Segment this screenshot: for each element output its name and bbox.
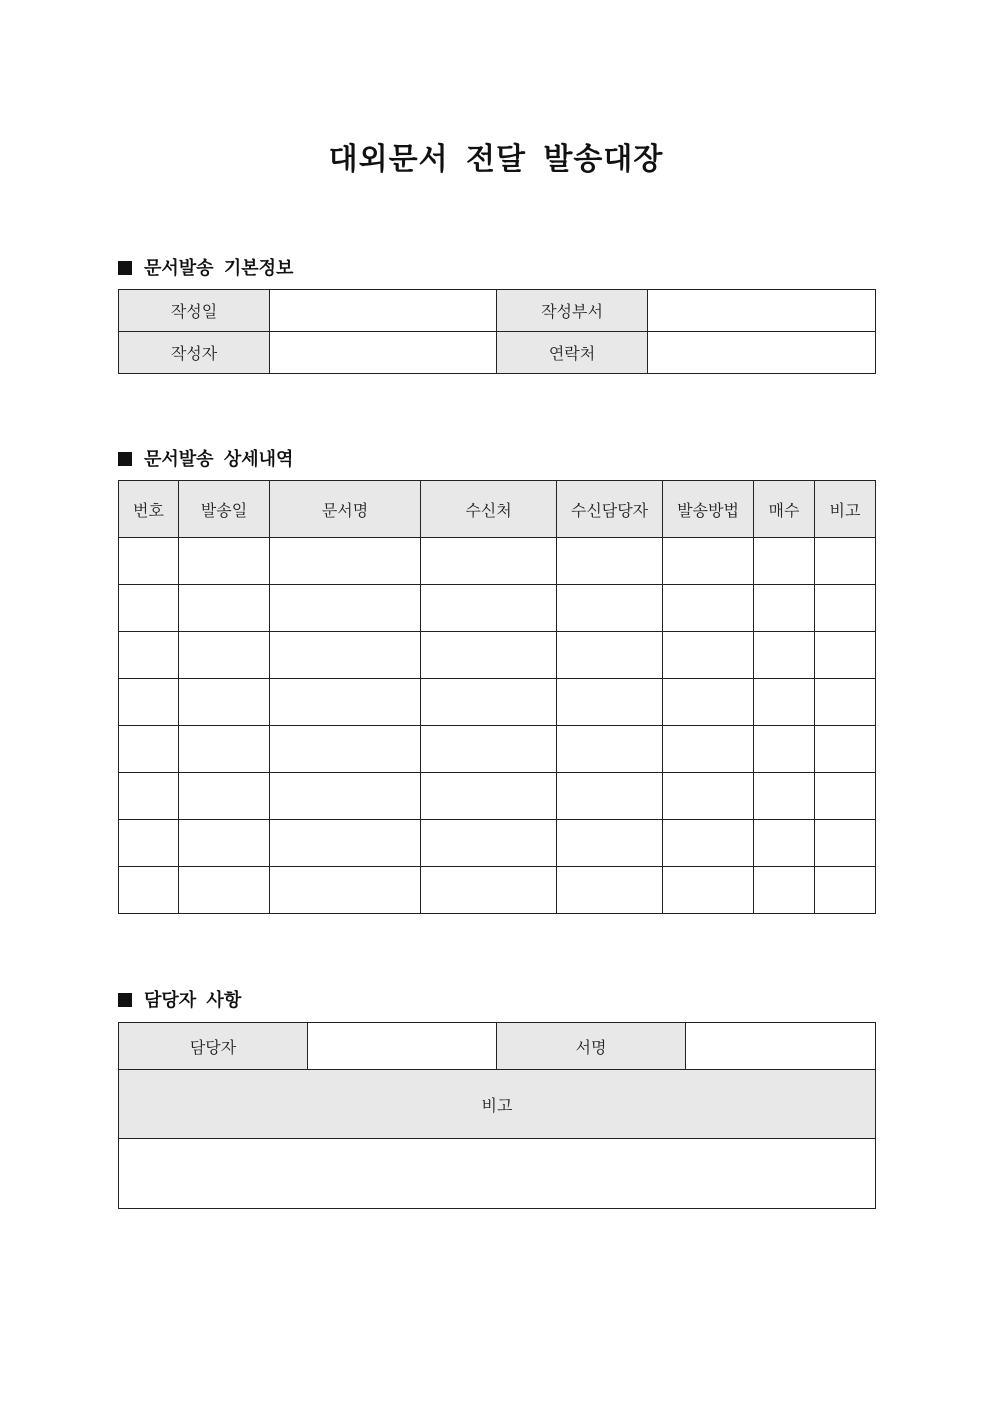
table-cell[interactable] [557,538,663,585]
column-header-remarks: 비고 [815,481,876,538]
section-heading-label: 문서발송 상세내역 [144,449,294,470]
table-cell[interactable] [421,820,557,867]
table-row [119,585,876,632]
label-manager: 담당자 [119,1023,308,1070]
field-manager[interactable] [308,1023,497,1070]
table-cell[interactable] [557,820,663,867]
section-heading-label: 문서발송 기본정보 [144,258,294,279]
table-cell[interactable] [179,585,270,632]
table-cell[interactable] [119,585,179,632]
table-cell[interactable] [815,538,876,585]
table-cell[interactable] [754,538,815,585]
table-row [119,1070,876,1139]
table-cell[interactable] [179,726,270,773]
table-cell[interactable] [815,773,876,820]
section-heading-basic-info [118,254,293,280]
field-contact[interactable] [648,332,876,374]
table-cell[interactable] [815,585,876,632]
table-row [119,1139,876,1209]
table-cell[interactable] [179,679,270,726]
table-cell[interactable] [119,632,179,679]
table-row [119,773,876,820]
table-cell[interactable] [663,726,754,773]
table-row [119,820,876,867]
table-cell[interactable] [754,867,815,914]
table-cell[interactable] [815,820,876,867]
table-cell[interactable] [421,867,557,914]
table-cell[interactable] [270,820,421,867]
table-cell[interactable] [179,632,270,679]
detail-table [118,480,876,914]
table-cell[interactable] [270,773,421,820]
label-signature: 서명 [497,1023,686,1070]
table-cell[interactable] [754,726,815,773]
column-header-method: 발송방법 [663,481,754,538]
table-cell[interactable] [119,773,179,820]
table-cell[interactable] [179,867,270,914]
table-cell[interactable] [119,679,179,726]
basic-info-table [118,289,876,374]
table-cell[interactable] [421,773,557,820]
column-header-recipient-contact: 수신담당자 [557,481,663,538]
table-cell[interactable] [557,585,663,632]
table-cell[interactable] [179,820,270,867]
table-cell[interactable] [815,726,876,773]
column-header-doc-name: 문서명 [270,481,421,538]
table-cell[interactable] [754,585,815,632]
table-row [119,867,876,914]
label-remarks: 비고 [119,1070,876,1139]
document-title: 대외문서 전달 발송대장 [328,142,664,177]
table-cell[interactable] [815,867,876,914]
column-header-pages: 매수 [754,481,815,538]
table-cell[interactable] [119,820,179,867]
table-cell[interactable] [754,632,815,679]
table-cell[interactable] [119,538,179,585]
black-square-bullet-icon [118,452,132,466]
table-cell[interactable] [663,820,754,867]
section-heading-label: 담당자 사항 [144,990,242,1011]
table-cell[interactable] [815,632,876,679]
table-row [119,679,876,726]
table-cell[interactable] [663,632,754,679]
table-row [119,290,876,332]
column-header-recipient: 수신처 [421,481,557,538]
field-author[interactable] [270,332,497,374]
black-square-bullet-icon [118,261,132,275]
table-cell[interactable] [421,632,557,679]
table-cell[interactable] [119,726,179,773]
table-cell[interactable] [663,538,754,585]
table-cell[interactable] [270,538,421,585]
table-cell[interactable] [754,679,815,726]
table-row [119,632,876,679]
column-header-number: 번호 [119,481,179,538]
table-cell[interactable] [421,538,557,585]
black-square-bullet-icon [118,993,132,1007]
table-cell[interactable] [663,773,754,820]
table-cell[interactable] [179,773,270,820]
table-cell[interactable] [557,867,663,914]
field-remarks[interactable] [119,1139,876,1209]
label-author: 작성자 [119,332,270,374]
table-cell[interactable] [557,679,663,726]
table-cell[interactable] [270,726,421,773]
table-cell[interactable] [270,679,421,726]
section-heading-detail [118,445,293,471]
section-heading-manager [118,986,241,1012]
field-date[interactable] [270,290,497,332]
manager-table [118,1022,876,1209]
table-cell[interactable] [557,726,663,773]
table-cell[interactable] [179,538,270,585]
field-signature[interactable] [686,1023,876,1070]
table-cell[interactable] [421,585,557,632]
table-cell[interactable] [815,679,876,726]
table-cell[interactable] [754,820,815,867]
table-cell[interactable] [270,867,421,914]
table-row [119,332,876,374]
table-cell[interactable] [421,726,557,773]
table-header-row [119,481,876,538]
table-cell[interactable] [663,585,754,632]
label-date: 작성일 [119,290,270,332]
table-cell[interactable] [270,585,421,632]
table-cell[interactable] [557,632,663,679]
table-cell[interactable] [663,679,754,726]
table-cell[interactable] [754,773,815,820]
field-dept[interactable] [648,290,876,332]
table-row [119,1023,876,1070]
table-cell[interactable] [421,679,557,726]
column-header-send-date: 발송일 [179,481,270,538]
table-cell[interactable] [119,867,179,914]
table-cell[interactable] [663,867,754,914]
table-row [119,538,876,585]
label-dept: 작성부서 [497,290,648,332]
table-row [119,726,876,773]
label-contact: 연락처 [497,332,648,374]
table-cell[interactable] [557,773,663,820]
table-cell[interactable] [270,632,421,679]
